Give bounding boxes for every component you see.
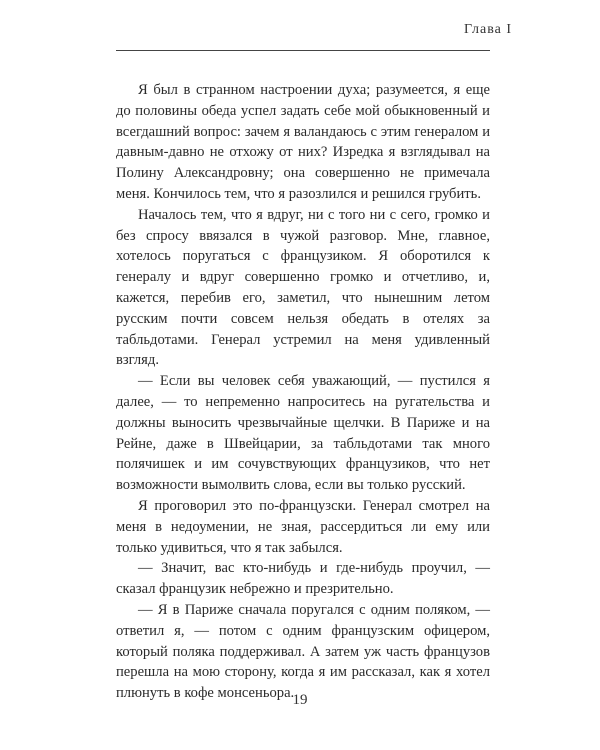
running-head: Глава I	[463, 22, 512, 37]
paragraph: — Если вы человек себя уважающий, — пустился я далее, — то непременно напроситесь на ругательства и должны выносить чрезвычайные щелчки. В Париже и на Рейне, даже в Швейцарии, за табльдотами так много полячишек и им сочувствующих французиков, что нет возможности вымолвить слова, если вы только русский.	[116, 373, 490, 494]
text-block	[116, 80, 490, 704]
header-rule	[116, 50, 490, 51]
paragraph: — Я в Париже сначала поругался с одним поляком, — ответил я, — потом с одним французским офицером, который поляка поддерживал. А затем уж часть французов перешла на мою сторону, когда я им рассказал, как я хотел плюнуть в кофе монсеньора.	[116, 601, 490, 702]
page-number: 19	[292, 692, 308, 708]
paragraph: — Значит, вас кто-нибудь и где-нибудь проучил, — сказал французик небрежно и презрительно.	[116, 560, 490, 598]
paragraph: Я был в странном настроении духа; разумеется, я еще до половины обеда успел задать себе мой обыкновенный и всегдашний вопрос: зачем я валандаюсь с этим генералом и давным-давно не отхожу от них? Изредка я взглядывал на Полину Александровну; она совершенно не примечала меня. Кончилось тем, что я разозлился и решился грубить.	[116, 82, 490, 202]
paragraph: Началось тем, что я вдруг, ни с того ни с сего, громко и без спросу ввязался в чужой разговор. Мне, главное, хотелось поругаться с французиком. Я оборотился к генералу и вдруг совершенно громко и отчетливо, и, кажется, перебив его, заметил, что нынешним летом русским почти совсем нельзя обедать в отелях за табльдотами. Генерал устремил на меня удивленный взгляд.	[116, 206, 490, 369]
paragraph: Я проговорил это по-французски. Генерал смотрел на меня в недоумении, не зная, рассердиться ли ему или только удивиться, что я так забылся.	[116, 497, 490, 556]
